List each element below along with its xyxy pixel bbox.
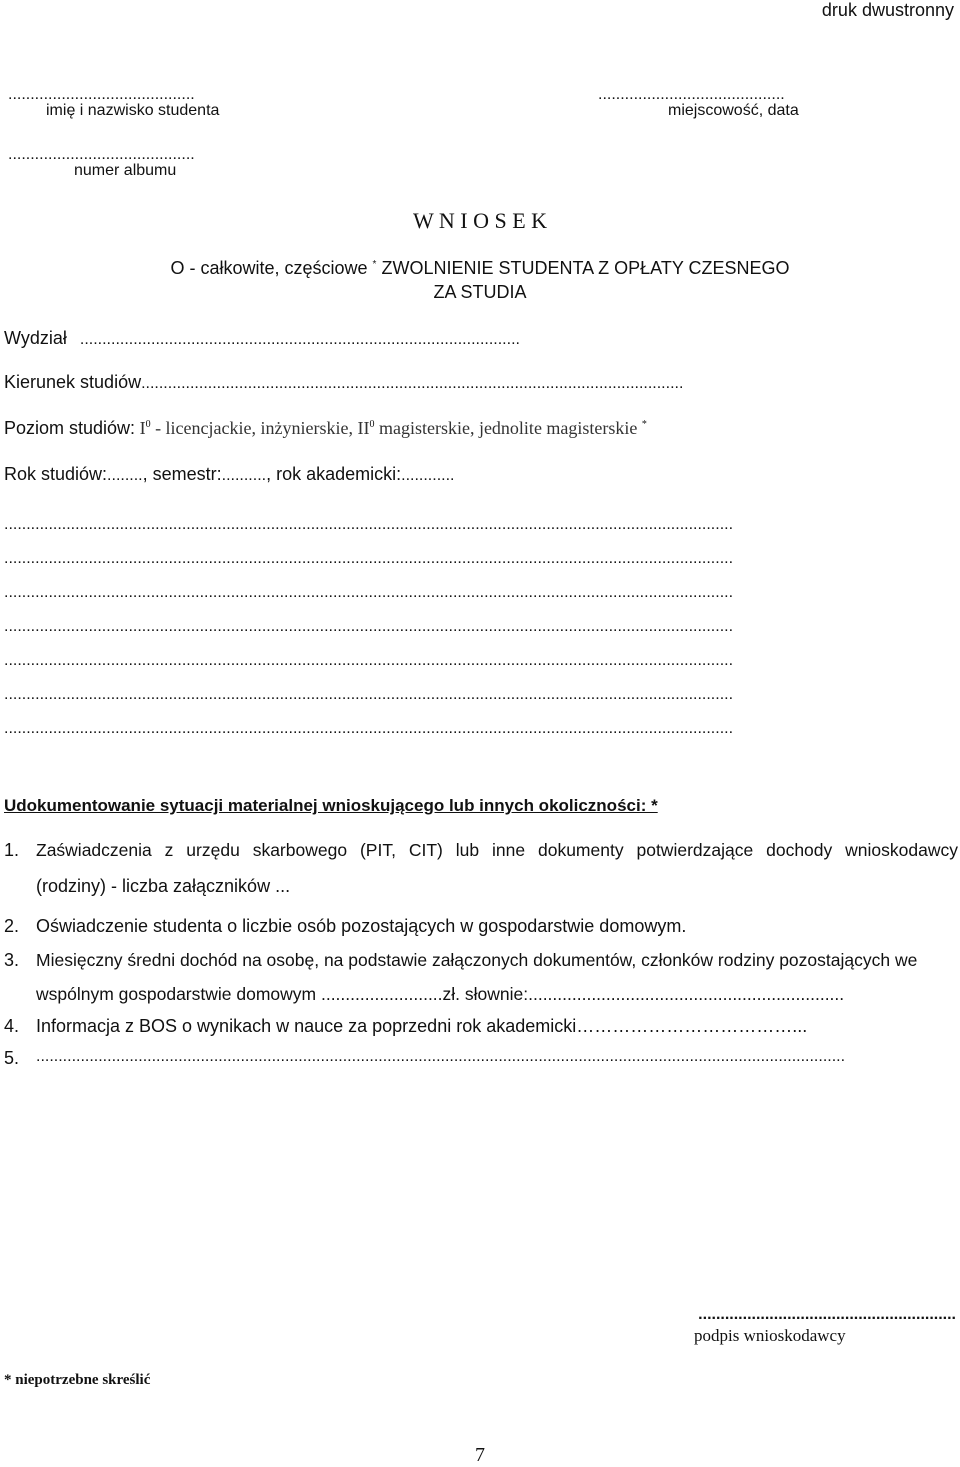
direction-field[interactable]: ..........................................................................................................................: [141, 375, 684, 392]
level-i-sup: 0: [145, 419, 151, 430]
level-i-text: - licencjackie, inżynierskie, II: [150, 418, 370, 438]
album-number-label: numer albumu: [74, 162, 177, 179]
list-item-text: Miesięczny średni dochód na osobę, na podstawie załączonych dokumentów, członków rodziny pozostających we: [36, 950, 918, 970]
semester-label: , semestr:: [142, 464, 222, 484]
student-name-field[interactable]: ..........................................: [8, 86, 195, 103]
list-item-number: 1.: [4, 840, 20, 860]
semester-field[interactable]: ..........: [221, 467, 267, 484]
list-item-continuation: [4, 984, 958, 1016]
list-item-continuation: [4, 876, 958, 916]
page-number: 7: [475, 1444, 485, 1466]
faculty-label: Wydział: [4, 328, 67, 348]
level-ii-sup: 0: [369, 419, 375, 430]
faculty-field[interactable]: ...................................................................................................: [79, 331, 520, 348]
year-field[interactable]: ........: [107, 467, 143, 484]
documentation-heading: Udokumentowanie sytuacji materialnej wnioskującego lub innych okoliczności: *: [4, 796, 658, 815]
signature-label: podpis wnioskodawcy: [694, 1326, 846, 1345]
list-item-text[interactable]: Informacja z BOS o wynikach w nauce za poprzedni rok akademicki………………………………...: [36, 1016, 808, 1036]
list-item: [4, 950, 958, 984]
list-item: [4, 1016, 958, 1048]
justification-line[interactable]: ....................................................................................................................................................................: [4, 686, 734, 703]
place-date-label: miejscowość, data: [668, 102, 799, 119]
direction-row: [4, 372, 683, 393]
list-item-text: (rodziny) - liczba załączników ...: [36, 876, 291, 896]
print-note: druk dwustronny: [821, 0, 954, 20]
academic-year-field[interactable]: ............: [401, 467, 455, 484]
documentation-list: [4, 840, 958, 1080]
subtitle-part2: ZWOLNIENIE STUDENTA Z OPŁATY CZESNEGO: [381, 258, 790, 278]
direction-label: Kierunek studiów: [4, 372, 142, 392]
justification-line[interactable]: ....................................................................................................................................................................: [4, 720, 734, 737]
subtitle-part1: O - całkowite, częściowe: [170, 258, 368, 278]
document-subtitle: [0, 258, 960, 279]
level-footnote-mark: *: [641, 419, 647, 430]
justification-line[interactable]: ....................................................................................................................................................................: [4, 516, 734, 533]
year-row: [4, 464, 454, 485]
list-item-number: 5.: [4, 1048, 20, 1068]
list-item-number: 2.: [4, 916, 20, 936]
justification-line[interactable]: ....................................................................................................................................................................: [4, 584, 734, 601]
level-row: [4, 418, 647, 439]
justification-lines: [4, 508, 733, 746]
list-item-text[interactable]: wspólnym gospodarstwie domowym .........................zł. słownie:.................................................................: [36, 984, 845, 1004]
list-item-number: 4.: [4, 1016, 20, 1036]
album-number-field[interactable]: ..........................................: [8, 146, 195, 163]
justification-line[interactable]: ....................................................................................................................................................................: [4, 550, 734, 567]
faculty-row: [4, 328, 520, 349]
subtitle-footnote-mark: *: [372, 259, 377, 270]
student-name-label: imię i nazwisko studenta: [46, 102, 220, 119]
document-subtitle-line2: ZA STUDIA: [433, 282, 527, 302]
place-date-field[interactable]: ..........................................: [598, 86, 785, 103]
document-title: W N I O S E K: [412, 208, 548, 233]
list-item-number: 3.: [4, 950, 20, 970]
list-item-text[interactable]: ......................................................................................................................................................................................: [36, 1048, 846, 1065]
justification-line[interactable]: ....................................................................................................................................................................: [4, 618, 734, 635]
year-label: Rok studiów:: [4, 464, 108, 484]
academic-year-label: , rok akademicki:: [266, 464, 402, 484]
level-ii-text: magisterskie, jednolite magisterskie: [374, 418, 638, 438]
signature-field[interactable]: ..........................................................: [698, 1306, 956, 1323]
justification-line[interactable]: ....................................................................................................................................................................: [4, 652, 734, 669]
list-item: [4, 916, 958, 950]
level-label: Poziom studiów:: [4, 418, 136, 438]
list-item: [4, 840, 958, 876]
list-item: [4, 1048, 958, 1080]
list-item-text: Oświadczenie studenta o liczbie osób pozostających w gospodarstwie domowym.: [36, 916, 687, 936]
level-i: I: [139, 418, 146, 438]
footnote: * niepotrzebne skreślić: [4, 1372, 151, 1388]
list-item-text: Zaświadczenia z urzędu skarbowego (PIT, CIT) lub inne dokumenty potwierdzające dochody wnioskodawcy: [36, 840, 958, 860]
